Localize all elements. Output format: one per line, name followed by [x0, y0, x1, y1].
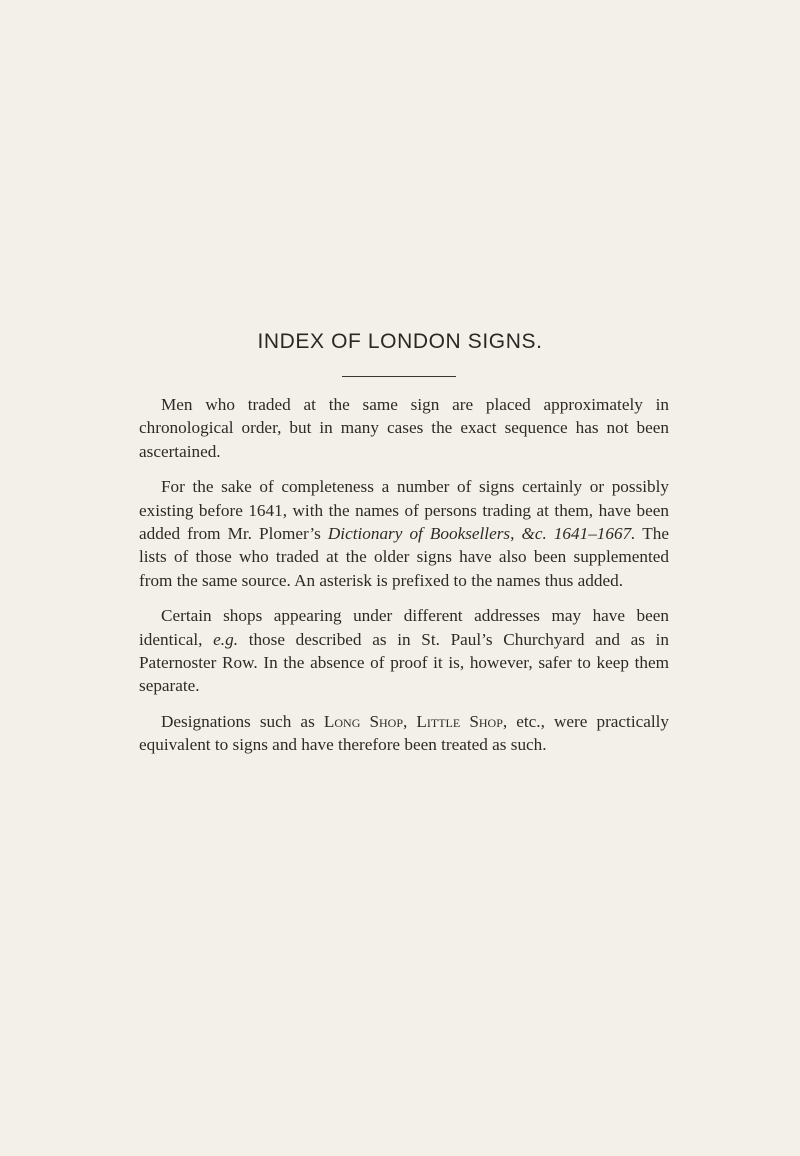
- paragraph-ordering: [139, 393, 669, 463]
- body-text: [139, 393, 669, 757]
- paragraph-ordering-text: Men who traded at the same sign are placed approximately in chronological order, but in many cases the exact sequence has not been ascertained.: [139, 395, 669, 461]
- little-shop-term: Little Shop: [416, 711, 503, 731]
- paragraph-completeness: [139, 475, 669, 592]
- paragraph-completeness-text-a: For the sake of completeness a number of signs certainly or possibly existing before 1641, with the names of persons trading at them, have been added from Mr. Plomer’s: [139, 477, 669, 544]
- eg-abbreviation: e.g.: [213, 629, 238, 649]
- title-divider: [342, 376, 456, 377]
- paragraph-addresses-text-b: those described as in St. Paul’s Churchyard and as in Paternoster Row. In the absence of proof it is, however, safer to keep them separate.: [139, 629, 669, 696]
- dictionary-title: Dictionary of Booksellers, &c. 1641–1667.: [327, 524, 636, 544]
- paragraph-designations-text-b: , etc., were practically equivalent to signs and have therefore been treated as such.: [139, 711, 670, 755]
- paragraph-completeness-text-b: The lists of those who traded at the older signs have also been supplemented from the same source. An asterisk is prefixed to the names thus added.: [139, 524, 669, 590]
- long-shop-term: Long Shop: [323, 711, 404, 731]
- paragraph-addresses-text-a: Certain shops appearing under different addresses may have been identical,: [139, 606, 669, 649]
- paragraph-designations-text-a: Designations such as: [161, 711, 324, 731]
- paragraph-designations-comma: ,: [403, 711, 417, 731]
- paragraph-addresses: [139, 604, 669, 698]
- paragraph-designations: [139, 710, 669, 757]
- page-title: INDEX OF LONDON SIGNS.: [257, 330, 543, 353]
